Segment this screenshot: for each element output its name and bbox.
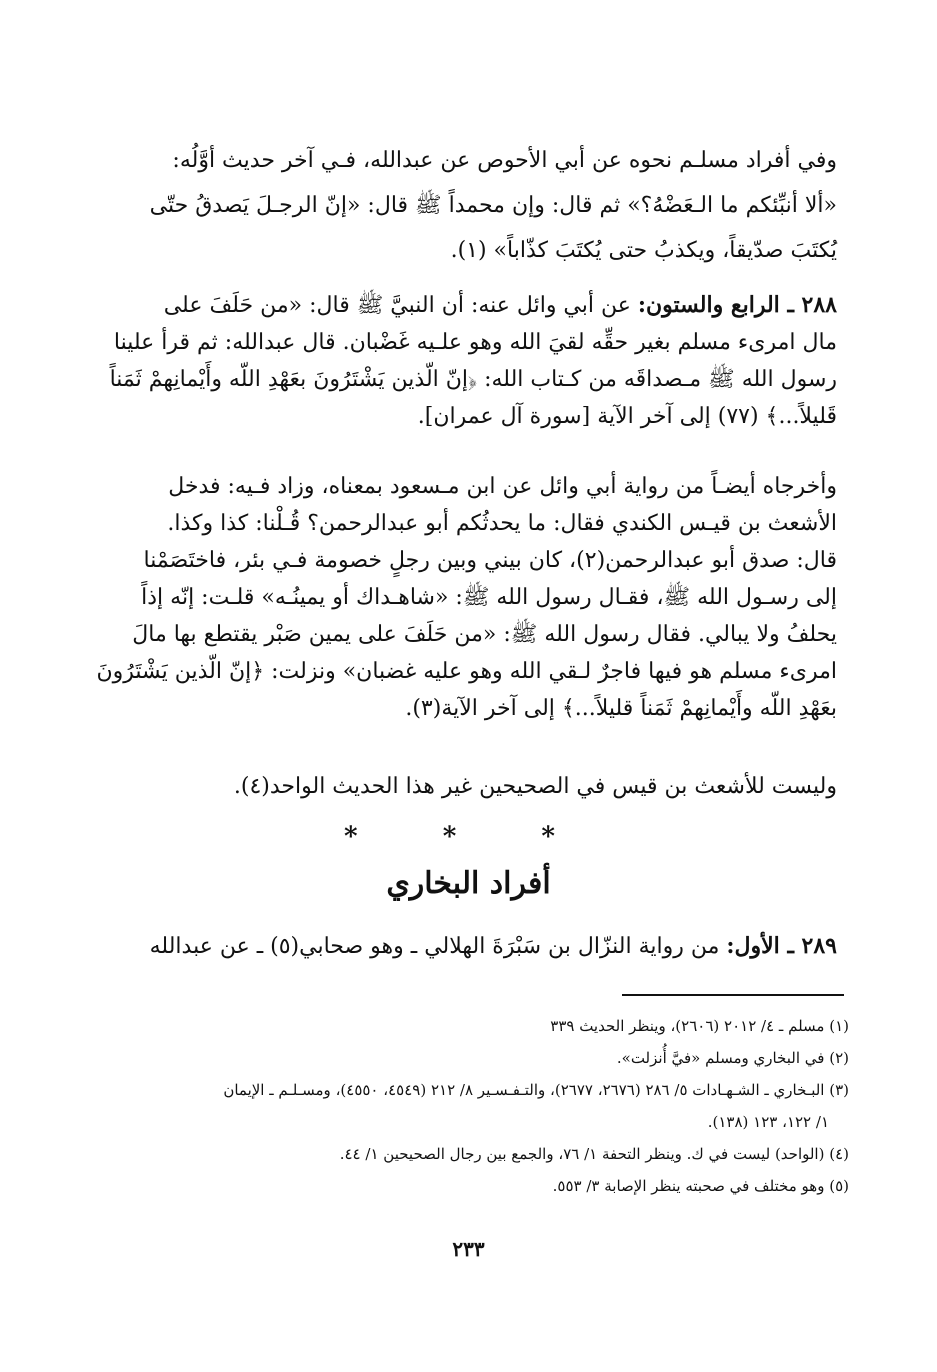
footnote-divider: [622, 994, 844, 996]
footnote: (٤) (الواحد) ليست في ك. وينظر التحفة ١/ ٧٦، والجمع بين رجال الصحيحين ١/ ٤٤.: [339, 1145, 849, 1163]
footnote: (١) مسلم ـ ٤/ ٢٠١٢ (٢٦٠٦)، وينظر الحديث ٣٣٩: [550, 1017, 849, 1035]
footnote-continuation: ١/ ١٢٢، ١٢٣ (١٣٨).: [707, 1113, 829, 1131]
footnote: (٢) في البخاري ومسلم «فيَّ أُنزلت».: [616, 1049, 849, 1067]
text-line: قَليلاً...﴾ (٧٧) إلى آخر الآية [سورة آل عمران].: [417, 404, 837, 429]
text-line: وفي أفراد مسلـم نحوه عن أبي الأحوص عن عبدالله، فـي آخر حديث أوَّلُه:: [172, 148, 837, 173]
section-separator: * * *: [344, 822, 593, 852]
footnote: (٣) البـخاري ـ الشـهـادات ٥/ ٢٨٦ (٢٦٧٦، ٢٦٧٧)، والتـفـسـير ٨/ ٢١٢ (٤٥٤٩، ٤٥٥٠)، ومسـلـم ـ الإيمان: [223, 1081, 849, 1099]
text-line: «ألا أنبِّئكم ما الـعَضْهُ؟» ثم قال: وإن محمداً ﷺ قال: «إنّ الرجـلَ يَصدقُ حتّى: [149, 193, 837, 218]
section-heading: أفراد البخاري: [386, 866, 551, 901]
text-line: امرىء مسلم هو فيها فاجرٌ لـقي الله وهو عليه غضبان» ونزلت: ﴿إنّ الّذين يَشْتَرُونَ: [96, 659, 837, 684]
footnotes: [105, 1010, 849, 1202]
paragraph-289: [105, 928, 837, 965]
text-line: إلى رسـول الله ﷺ، فقـال رسول الله ﷺ: «شاهـداك أو يمينُـه» قلـت: إنّه إذاً: [141, 585, 837, 610]
text-line: يحلفُ ولا يبالي. فقال رسول الله ﷺ: «من حَلَفَ على يمين صَبْر يقتطع بها مالَ: [132, 622, 837, 647]
text-line: [105, 928, 837, 965]
text-line: قال: صدق أبو عبدالرحمن(٢)، كان بيني وبين رجلٍ خصومة فـي بئر، فاختَصَمْنا: [143, 548, 837, 573]
text-line: يُكتَبَ صدّيقاً، ويكذبُ حتى يُكتَبَ كذّاباً» (١).: [450, 238, 837, 263]
paragraph-3: [96, 468, 837, 727]
text-segment: عن أبي وائل عنه: أن النبيَّ ﷺ قال: «من حَلَفَ على: [163, 293, 631, 318]
text-line: [105, 287, 837, 324]
page-number: ٢٣٣: [452, 1237, 485, 1261]
paragraph-4: [105, 768, 837, 805]
footnote: (٥) وهو مختلف في صحبته ينظر الإصابة ٣/ ٥٥٣.: [552, 1177, 849, 1195]
text-line: وليست للأشعث بن قيس في الصحيحين غير هذا الحديث الواحد(٤).: [233, 774, 837, 799]
hadith-number-289: ٢٨٩ ـ الأول:: [726, 933, 837, 959]
text-line: وأخرجاه أيضـاً من رواية أبي وائل عن ابن مـسعود بمعناه، وزاد فـيه: فدخل: [168, 474, 837, 499]
text-line: الأشعث بن قيـس الكندي فقال: ما يحدثُكم أبو عبدالرحمن؟ قُـلْنا: كذا وكذا.: [167, 511, 837, 536]
paragraph-1: [105, 142, 837, 269]
hadith-number-288: ٢٨٨ ـ الرابع والستون:: [637, 292, 837, 318]
paragraph-288: [105, 287, 837, 435]
text-line: مال امرىء مسلم بغير حقِّه لقيَ الله وهو علـيه غَضْبان. قال عبدالله: ثم قرأ علينا: [113, 330, 837, 355]
text-line: بعَهْدِ اللّه وأَيْمانِهمْ ثَمَناً قليلاً...﴾ إلى آخر الآية(٣).: [405, 696, 837, 721]
text-segment: من رواية النزّال بن سَبْرَةَ الهلالي ـ وهو صحابي(٥) ـ عن عبدالله: [149, 934, 720, 959]
text-line: رسول الله ﷺ مـصداقَه من كـتاب الله: ﴿إنّ الّذين يَشْتَرُونَ بعَهْدِ اللّه وأَيْمانِهمْ ثَمَناً: [109, 367, 837, 392]
